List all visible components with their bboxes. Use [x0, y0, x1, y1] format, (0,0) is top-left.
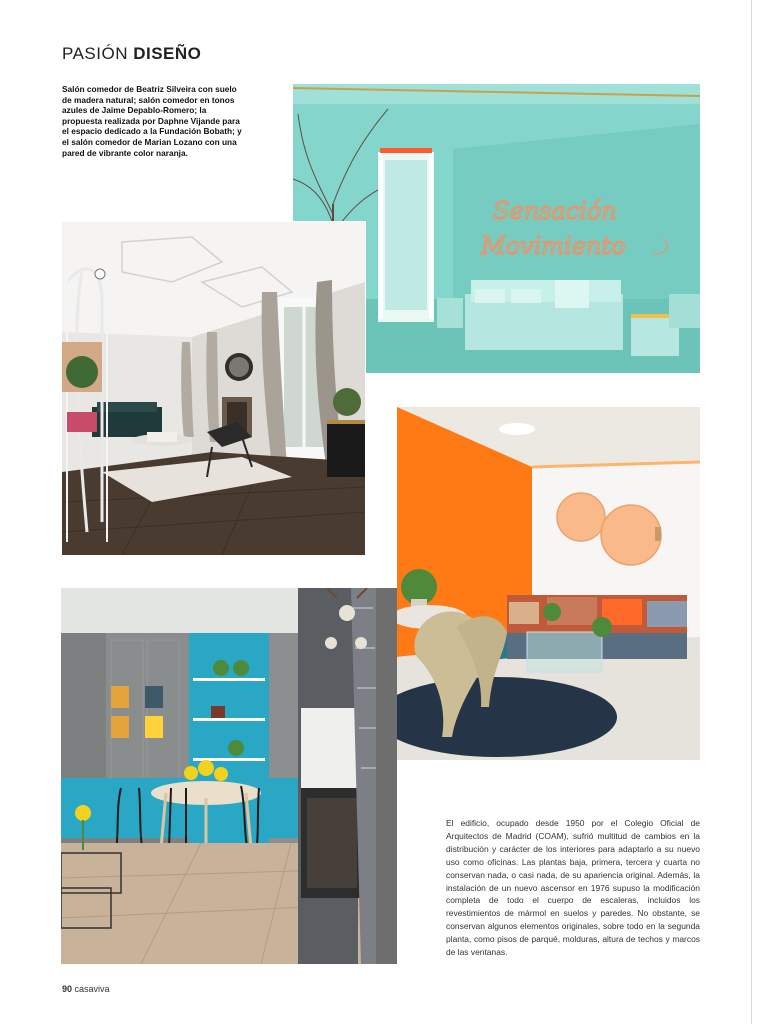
page-edge-line [751, 0, 752, 1024]
section-header [62, 44, 201, 64]
photo-blue-dining-room [61, 588, 397, 964]
wall-text-line2: Movimiento [481, 232, 626, 260]
body-text: El edificio, ocupado desde 1950 por el Colegio Oficial de Arquitectos de Madrid (COAM), sufrió multitud de cambios en la distribución y carácter de los interiores para adaptarlo a su nuevo uso como oficinas. Las plantas baja, primera, tercera y cuarta no conservan nada, o casi nada, de su apariencia original. Además, la instalación de un nuevo ascensor en 1976 supuso la modificación completa de todo el cuerpo de escaleras, incluidos los revestimientos de mármol en suelos y paredes. No obstante, se conservan algunos elementos originales, sobre todo en la segunda planta, como pisos de parqué, molduras, altura de techos y marcos de las ventanas. [446, 818, 700, 958]
magazine-name: casaviva [74, 984, 110, 994]
photo-caption: Salón comedor de Beatriz Silveira con suelo de madera natural; salón comedor en tonos azules de Jaime Depablo-Romero; la propuesta realizada por Daphne Vijande para el espacio dedicado a la Fundación Bobath; y el salón comedor de Marian Lozano con una pared de vibrante color naranja. [62, 84, 242, 158]
wall-text-line1: Sensación [493, 197, 617, 225]
page-footer [62, 984, 110, 994]
page-number: 90 [62, 984, 73, 994]
section-header-bold: DISEÑO [133, 44, 202, 63]
photo-orange-lounge [397, 407, 700, 760]
photo-classic-living-room [61, 221, 366, 556]
section-header-light: PASIÓN [62, 44, 128, 63]
